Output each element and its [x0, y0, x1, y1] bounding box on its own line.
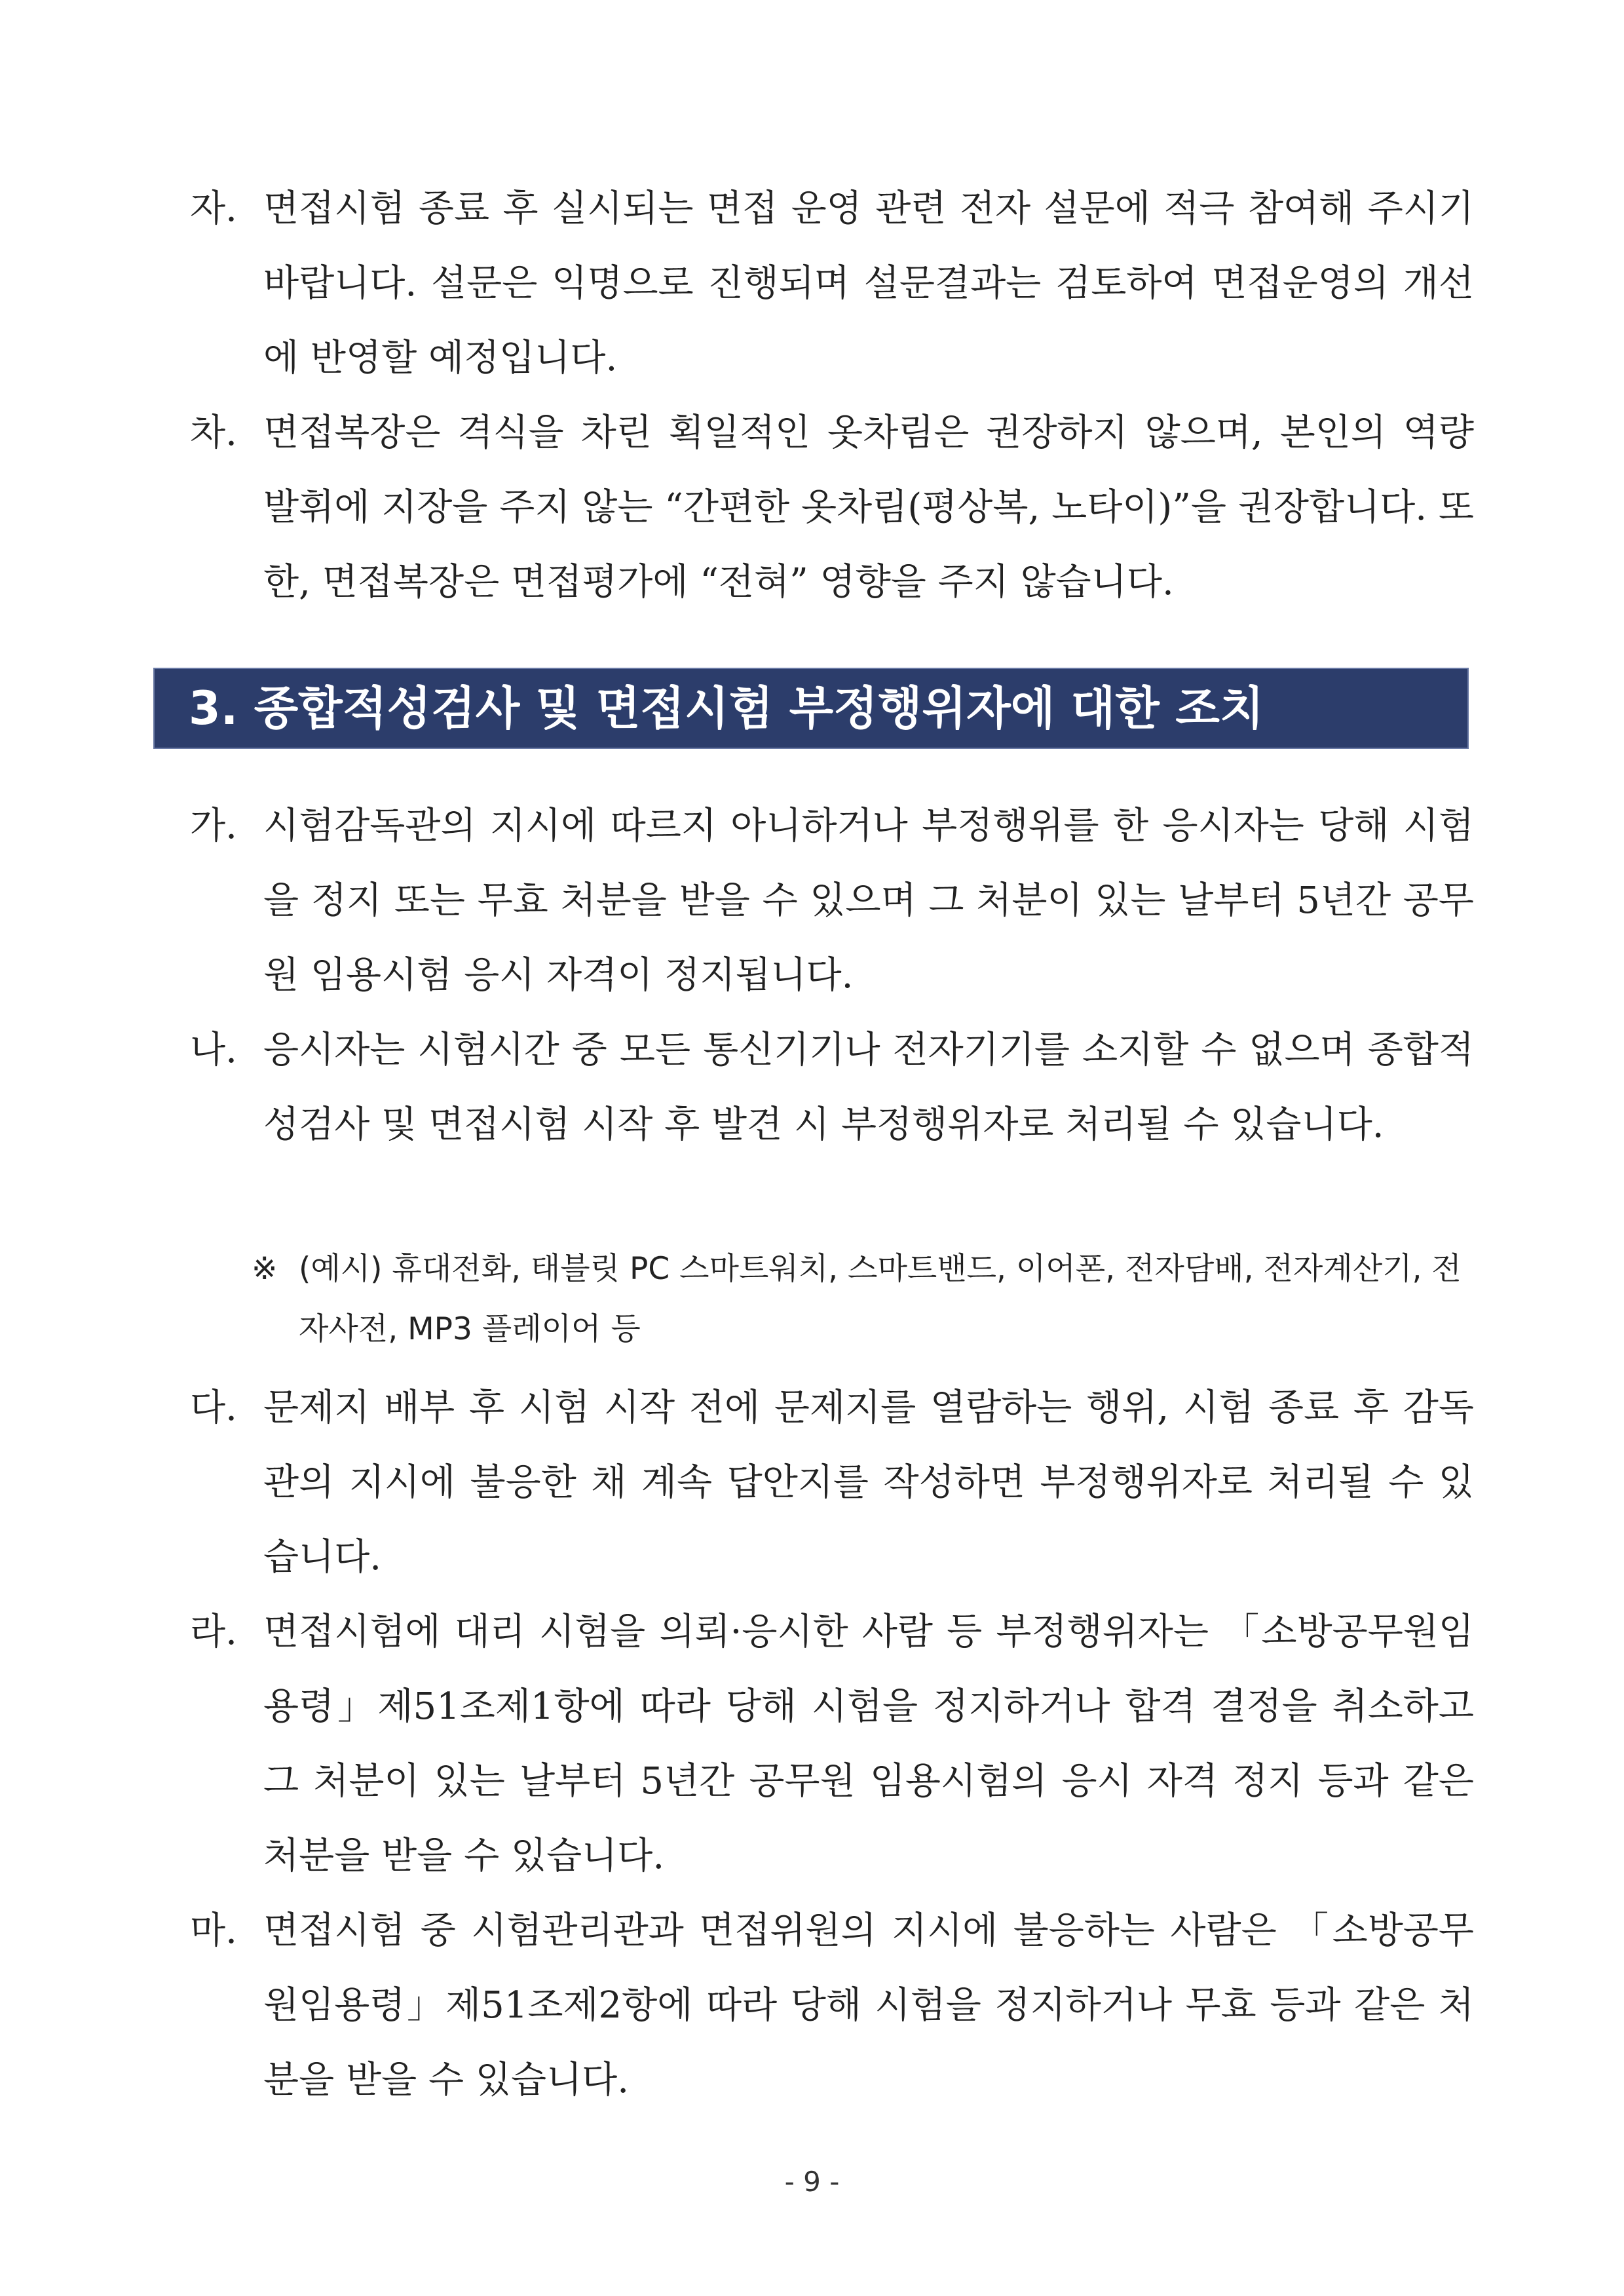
item-text: 면접복장은 격식을 차린 획일적인 옷차림은 권장하지 않으며, 본인의 역량 발휘에 지장을 주지 않는 “간편한 옷차림(평상복, 노타이)”을 권장합니다. 또한, 면접복장은 면접평가에 “전혀” 영향을 주지 않습니다. — [263, 411, 1474, 603]
list-item-na — [190, 1013, 1474, 1162]
item-text: 면접시험 중 시험관리관과 면접위원의 지시에 불응하는 사람은 「소방공무원임용령」제51조제2항에 따라 당해 시험을 정지하거나 무효 등과 같은 처분을 받을 수 있습니다. — [263, 1909, 1474, 2101]
item-marker: 다. — [190, 1387, 237, 1429]
list-item-ra — [190, 1595, 1474, 1894]
item-text: 면접시험 종료 후 실시되는 면접 운영 관련 전자 설문에 적극 참여해 주시기 바랍니다. 설문은 익명으로 진행되며 설문결과는 검토하여 면접운영의 개선에 반영할 예정입니다. — [263, 187, 1474, 379]
item-text: 시험감독관의 지시에 따르지 아니하거나 부정행위를 한 응시자는 당해 시험을 정지 또는 무효 처분을 받을 수 있으며 그 처분이 있는 날부터 5년간 공무원 임용시험 응시 자격이 정지됩니다. — [263, 805, 1474, 997]
item-marker: 가. — [190, 805, 237, 847]
page-number: - 9 - — [784, 2166, 840, 2198]
item-text: 면접시험에 대리 시험을 의뢰·응시한 사람 등 부정행위자는 「소방공무원임용령」제51조제1항에 따라 당해 시험을 정지하거나 합격 결정을 취소하고 그 처분이 있는 날부터 5년간 공무원 임용시험의 응시 자격 정지 등과 같은 처분을 받을 수 있습니다. — [263, 1611, 1474, 1877]
item-marker: 나. — [190, 1029, 237, 1071]
list-item-ja — [190, 172, 1474, 396]
list-item-ga — [190, 789, 1474, 1013]
list-item-ma — [190, 1894, 1474, 2118]
item-marker: 차. — [190, 411, 237, 454]
section-heading: 3. 종합적성검사 및 면접시험 부정행위자에 대한 조치 — [153, 668, 1469, 749]
example-note — [252, 1239, 1477, 1360]
item-text: 문제지 배부 후 시험 시작 전에 문제지를 열람하는 행위, 시험 종료 후 감독관의 지시에 불응한 채 계속 답안지를 작성하면 부정행위자로 처리될 수 있습니다. — [263, 1387, 1474, 1578]
reference-mark: ※ — [252, 1251, 278, 1287]
item-marker: 라. — [190, 1611, 237, 1653]
list-item-da — [190, 1371, 1474, 1595]
item-text: 응시자는 시험시간 중 모든 통신기기나 전자기기를 소지할 수 없으며 종합적성검사 및 면접시험 시작 후 발견 시 부정행위자로 처리될 수 있습니다. — [263, 1029, 1474, 1146]
list-item-cha — [190, 396, 1474, 620]
note-text: (예시) 휴대전화, 태블릿 PC 스마트워치, 스마트밴드, 이어폰, 전자담배, 전자계산기, 전자사전, MP3 플레이어 등 — [299, 1251, 1462, 1347]
item-marker: 자. — [190, 187, 237, 230]
item-marker: 마. — [190, 1909, 237, 1952]
